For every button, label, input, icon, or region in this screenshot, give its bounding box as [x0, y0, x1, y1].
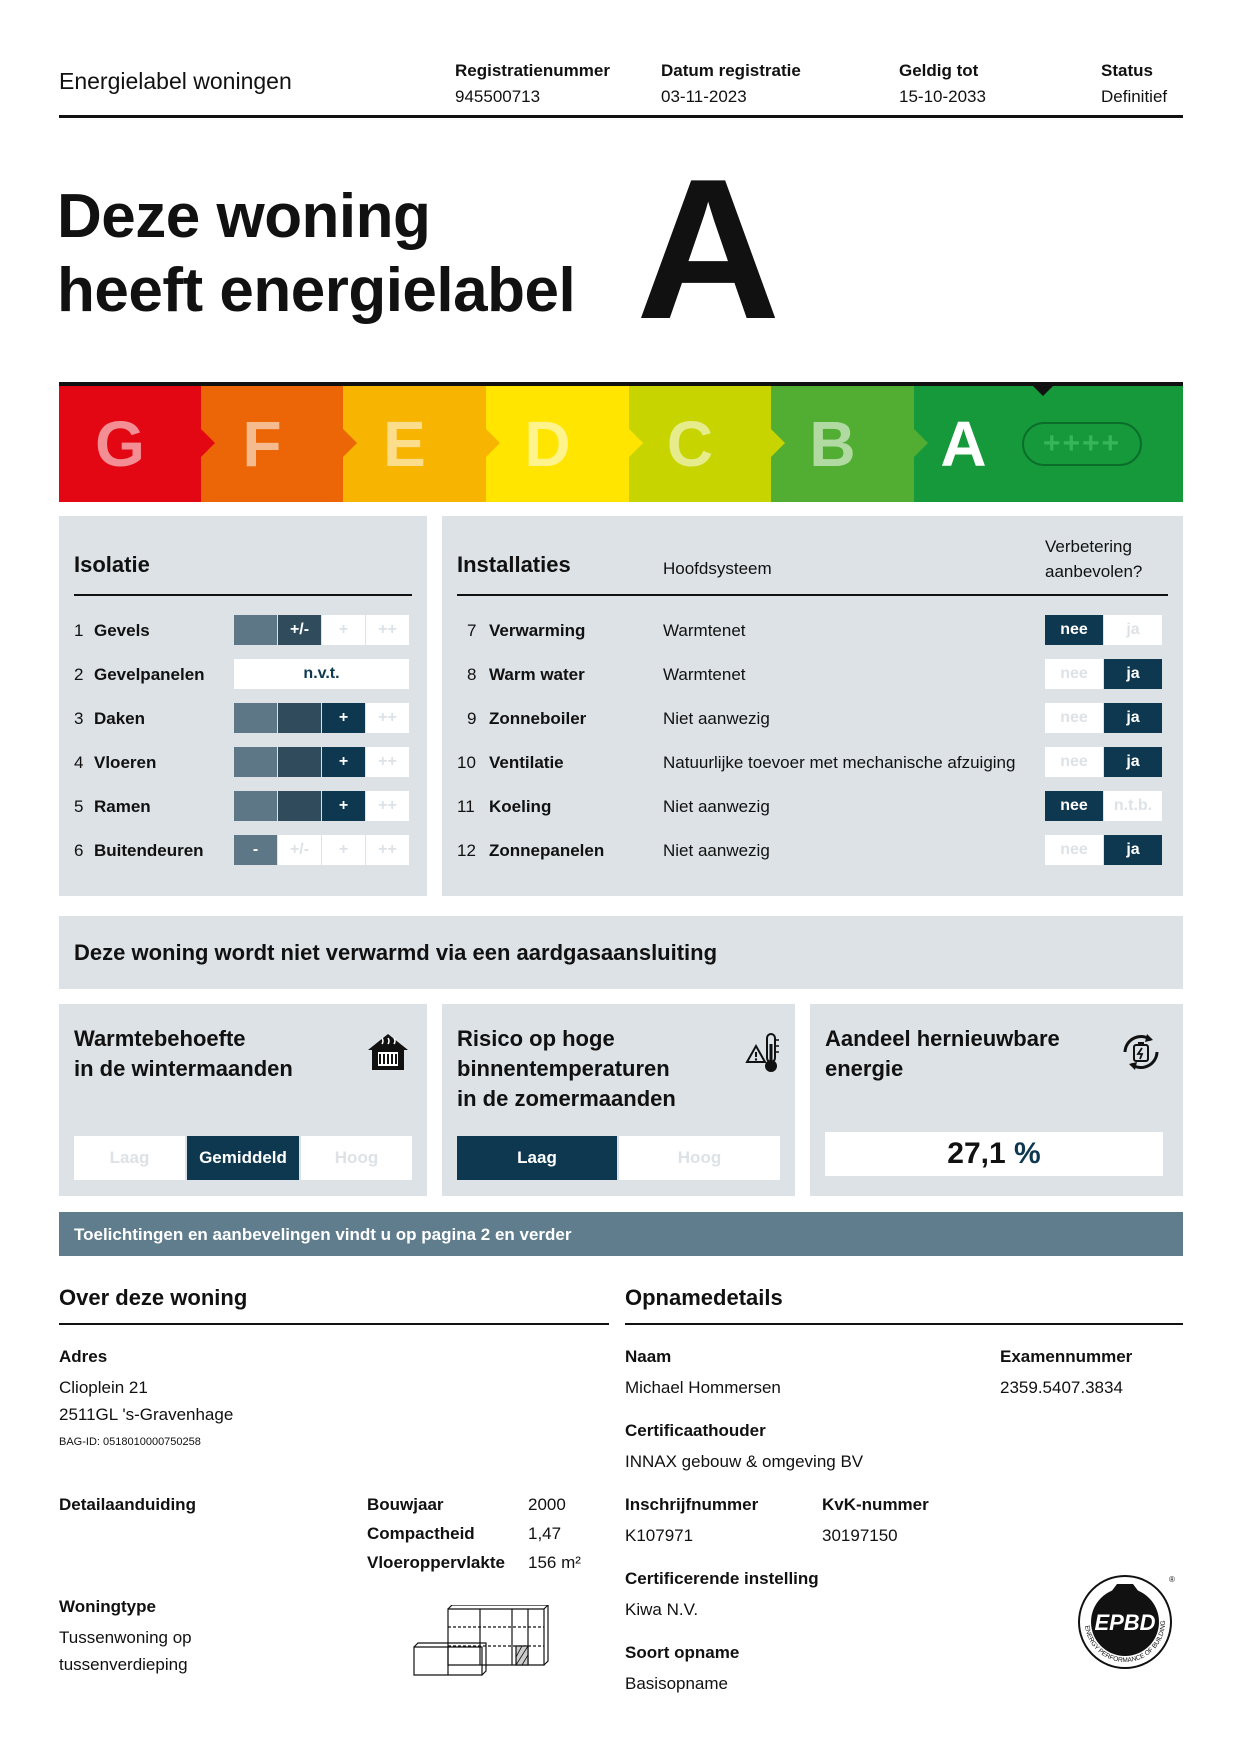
energy-label-scale: [59, 382, 1183, 502]
title-line: Aandeel hernieuwbare: [825, 1026, 1060, 1051]
title-line: Risico op hoge: [457, 1026, 615, 1051]
row-label: Verwarming: [489, 621, 586, 640]
epbd-logo: [1075, 1572, 1175, 1677]
vloeroppervlakte-label: Vloeroppervlakte: [367, 1553, 505, 1572]
installatie-row-verwarming: [457, 615, 1168, 645]
row-label: Gevels: [94, 621, 150, 640]
rating-cell: +: [322, 791, 365, 821]
hoofdsysteem-column-header: Hoofdsysteem: [663, 559, 772, 578]
recommendation-yes: ja: [1104, 835, 1162, 865]
valid-until-block: [899, 58, 986, 110]
rating-not-applicable: n.v.t.: [234, 659, 409, 689]
installaties-title: Installaties: [457, 552, 571, 577]
title-line: in de wintermaanden: [74, 1056, 293, 1081]
woningtype-value: [59, 1624, 192, 1678]
rating-cell: ++: [366, 791, 409, 821]
installatie-row-ventilatie: [457, 747, 1168, 777]
row-number: 9: [467, 709, 477, 728]
compactheid-label: Compactheid: [367, 1524, 475, 1543]
registration-date-block: [661, 58, 801, 110]
recommendation-yes: ja: [1104, 615, 1162, 645]
rating-cell: [278, 791, 321, 821]
certificerende-instelling-label: Certificerende instelling: [625, 1569, 819, 1588]
thermometer-warning-icon: [745, 1030, 781, 1081]
plus-rating-pill: ++++: [1022, 422, 1142, 466]
svg-text:ENERGY PERFORMANCE OF BUILDING: ENERGY PERFORMANCE OF BUILDING: [1083, 1620, 1168, 1665]
woning-section-divider: [59, 1323, 609, 1325]
row-number: 7: [467, 621, 477, 640]
rating-cell: [234, 703, 277, 733]
hernieuwbare-title: [825, 1024, 1060, 1084]
recommendation-yes: ja: [1104, 747, 1162, 777]
bouwjaar-label: Bouwjaar: [367, 1495, 444, 1514]
row-number: 5: [74, 797, 84, 816]
certificaathouder-label: Certificaathouder: [625, 1421, 766, 1440]
renewable-share-value: [825, 1132, 1163, 1176]
row-label: Zonneboiler: [489, 709, 587, 728]
scale-class-c-letter: C: [666, 408, 714, 480]
renewable-share-number: 27,1: [947, 1137, 1006, 1170]
scale-class-b: [771, 386, 914, 502]
row-number: 6: [74, 841, 84, 860]
status-value: Definitief: [1101, 87, 1168, 106]
inschrijfnummer-label: Inschrijfnummer: [625, 1495, 759, 1514]
row-label: Vloeren: [94, 753, 157, 772]
scale-class-b-letter: B: [809, 408, 856, 480]
scale-arrow: [201, 429, 215, 457]
recommendation-no: nee: [1045, 615, 1103, 645]
isolatie-row-gevelpanelen: [74, 659, 414, 689]
explanation-banner: Toelichtingen en aanbevelingen vindt u op pagina 2 en verder: [59, 1212, 1183, 1256]
row-number: 8: [467, 665, 477, 684]
status-label: Status: [1101, 61, 1153, 80]
soort-opname-value: Basisopname: [625, 1674, 729, 1693]
valid-until-value: 15-10-2033: [899, 87, 986, 106]
kvk-value: 30197150: [822, 1526, 898, 1545]
registration-date-label: Datum registratie: [661, 61, 801, 80]
scale-class-c: [629, 386, 771, 502]
recommendation-tbd: n.t.b.: [1104, 791, 1162, 821]
soort-opname-label: Soort opname: [625, 1643, 740, 1662]
rating-cell: [278, 747, 321, 777]
woningtype-label: Woningtype: [59, 1597, 156, 1616]
opname-section-divider: [625, 1323, 1183, 1325]
kvk-label: KvK-nummer: [822, 1495, 929, 1514]
renewable-energy-icon: [1117, 1028, 1165, 1081]
scale-arrow: [914, 429, 928, 457]
scale-class-d: [486, 386, 629, 502]
row-label: Ramen: [94, 797, 151, 816]
energy-label-letter: A: [636, 138, 781, 361]
rating-cell: -: [234, 835, 277, 865]
isolatie-row-gevels: [74, 615, 414, 645]
row-value: Warmtenet: [663, 665, 746, 684]
hernieuwbare-energie-tile: [810, 1004, 1183, 1196]
address-value: [59, 1374, 233, 1428]
row-number: 2: [74, 665, 84, 684]
rating-cell: +/-: [278, 615, 321, 645]
row-label: Ventilatie: [489, 753, 564, 772]
svg-text:EPBD: EPBD: [1094, 1610, 1156, 1635]
bouwjaar-value: 2000: [528, 1495, 566, 1514]
isolatie-divider: [74, 594, 412, 596]
woning-section-title: Over deze woning: [59, 1285, 248, 1310]
scale-class-a-letter: A: [940, 408, 987, 480]
isolatie-title: Isolatie: [74, 552, 150, 577]
risico-option-hoog: Hoog: [619, 1136, 780, 1180]
row-number: 12: [457, 841, 476, 860]
title-line: in de zomermaanden: [457, 1086, 676, 1111]
risico-tile: [442, 1004, 795, 1196]
warmtebehoefte-title: [74, 1024, 293, 1084]
warmtebehoefte-tile: [59, 1004, 427, 1196]
document-type-title: Energielabel woningen: [59, 68, 292, 94]
row-value: Natuurlijke toevoer met mechanische afzuiging: [663, 753, 1016, 772]
headline-line-2: heeft energielabel: [57, 256, 576, 325]
row-label: Warm water: [489, 665, 585, 684]
certificaathouder-value: INNAX gebouw & omgeving BV: [625, 1452, 864, 1471]
row-label: Buitendeuren: [94, 841, 204, 860]
scale-arrow: [771, 429, 785, 457]
recommendation-no: nee: [1045, 747, 1103, 777]
recommendation-no: nee: [1045, 659, 1103, 689]
row-value: Warmtenet: [663, 621, 746, 640]
warmte-option-laag: Laag: [74, 1136, 185, 1180]
rating-cell: [234, 615, 277, 645]
detail-label: Detailaanduiding: [59, 1495, 196, 1514]
risico-option-laag: Laag: [457, 1136, 617, 1180]
row-number: 10: [457, 753, 476, 772]
row-value: Niet aanwezig: [663, 797, 770, 816]
current-class-marker: [1029, 382, 1057, 396]
status-block: [1101, 58, 1167, 110]
title-line: binnentemperaturen: [457, 1056, 670, 1081]
row-label: Zonnepanelen: [489, 841, 605, 860]
address-street: Clioplein 21: [59, 1378, 148, 1397]
building-position-diagram: [412, 1605, 552, 1685]
vloeroppervlakte-value: 156 m²: [528, 1553, 581, 1572]
rating-cell: ++: [366, 615, 409, 645]
woningtype-line: Tussenwoning op: [59, 1628, 192, 1647]
recommendation-yes: ja: [1104, 703, 1162, 733]
row-number: 1: [74, 621, 84, 640]
installaties-divider: [457, 594, 1168, 596]
renewable-share-unit: %: [1014, 1137, 1041, 1170]
svg-text:®: ®: [1169, 1575, 1175, 1584]
naam-value: Michael Hommersen: [625, 1378, 781, 1397]
recommendation-yes: ja: [1104, 659, 1162, 689]
installatie-row-warm-water: [457, 659, 1168, 689]
rating-cell: ++: [366, 703, 409, 733]
gas-connection-notice: Deze woning wordt niet verwarmd via een aardgasaansluiting: [59, 916, 1183, 989]
recommendation-no: nee: [1045, 791, 1103, 821]
verbetering-header-line-2: aanbevolen?: [1045, 562, 1143, 581]
compactheid-value: 1,47: [528, 1524, 562, 1543]
scale-class-d-letter: D: [524, 408, 571, 480]
registration-number-label: Registratienummer: [455, 61, 610, 80]
rating-cell: +: [322, 703, 365, 733]
valid-until-label: Geldig tot: [899, 61, 979, 80]
installatie-row-koeling: [457, 791, 1168, 821]
rating-cell: +/-: [278, 835, 321, 865]
warmte-option-hoog: Hoog: [301, 1136, 412, 1180]
installatie-row-zonneboiler: [457, 703, 1168, 733]
registration-date-value: 03-11-2023: [661, 87, 747, 106]
row-label: Daken: [94, 709, 146, 728]
recommendation-no: nee: [1045, 835, 1103, 865]
rating-cell: +: [322, 747, 365, 777]
rating-cell: +: [322, 615, 365, 645]
address-city: 2511GL 's-Gravenhage: [59, 1405, 234, 1424]
header-divider: [59, 115, 1183, 118]
scale-class-g: [59, 386, 201, 502]
title-line: energie: [825, 1056, 904, 1081]
isolatie-row-vloeren: [74, 747, 414, 777]
opname-section-title: Opnamedetails: [625, 1285, 783, 1310]
row-number: 4: [74, 753, 84, 772]
isolatie-row-ramen: [74, 791, 414, 821]
scale-arrow: [486, 429, 500, 457]
address-label: Adres: [59, 1347, 108, 1366]
rating-cell: ++: [366, 835, 409, 865]
title-line: Warmtebehoefte: [74, 1026, 246, 1051]
scale-class-e: [343, 386, 486, 502]
examennummer-label: Examennummer: [1000, 1347, 1133, 1366]
row-label: Gevelpanelen: [94, 665, 205, 684]
row-number: 3: [74, 709, 84, 728]
bag-id: BAG-ID: 0518010000750258: [59, 1436, 201, 1448]
installaties-panel: [442, 516, 1183, 896]
verbetering-header-line-1: Verbetering: [1045, 537, 1132, 556]
scale-class-f-letter: F: [242, 408, 282, 480]
recommendation-no: nee: [1045, 703, 1103, 733]
headline-line-1: Deze woning: [57, 182, 431, 251]
installatie-row-zonnepanelen: [457, 835, 1168, 865]
examennummer-value: 2359.5407.3834: [1000, 1378, 1123, 1397]
row-value: Niet aanwezig: [663, 709, 770, 728]
headline: [57, 180, 575, 328]
risico-title: [457, 1024, 676, 1114]
verbetering-column-header: [1045, 534, 1142, 584]
rating-cell: [234, 791, 277, 821]
scale-class-e-letter: E: [383, 408, 426, 480]
scale-arrow: [629, 429, 643, 457]
woningtype-line: tussenverdieping: [59, 1655, 188, 1674]
inschrijfnummer-value: K107971: [625, 1526, 694, 1545]
rating-cell: +: [322, 835, 365, 865]
scale-class-f: [201, 386, 343, 502]
isolatie-row-daken: [74, 703, 414, 733]
rating-cell: [234, 747, 277, 777]
scale-class-g-letter: G: [95, 408, 145, 480]
isolatie-row-buitendeuren: [74, 835, 414, 865]
warmte-option-gemiddeld: Gemiddeld: [187, 1136, 299, 1180]
scale-arrow: [343, 429, 357, 457]
row-value: Niet aanwezig: [663, 841, 770, 860]
registration-number-value: 945500713: [455, 87, 541, 106]
registration-number-block: [455, 58, 610, 110]
naam-label: Naam: [625, 1347, 672, 1366]
isolatie-panel: [59, 516, 427, 896]
house-heating-icon: [366, 1032, 410, 1077]
rating-cell: ++: [366, 747, 409, 777]
certificerende-instelling-value: Kiwa N.V.: [625, 1600, 699, 1619]
row-number: 11: [457, 797, 475, 816]
row-label: Koeling: [489, 797, 552, 816]
rating-cell: [278, 703, 321, 733]
